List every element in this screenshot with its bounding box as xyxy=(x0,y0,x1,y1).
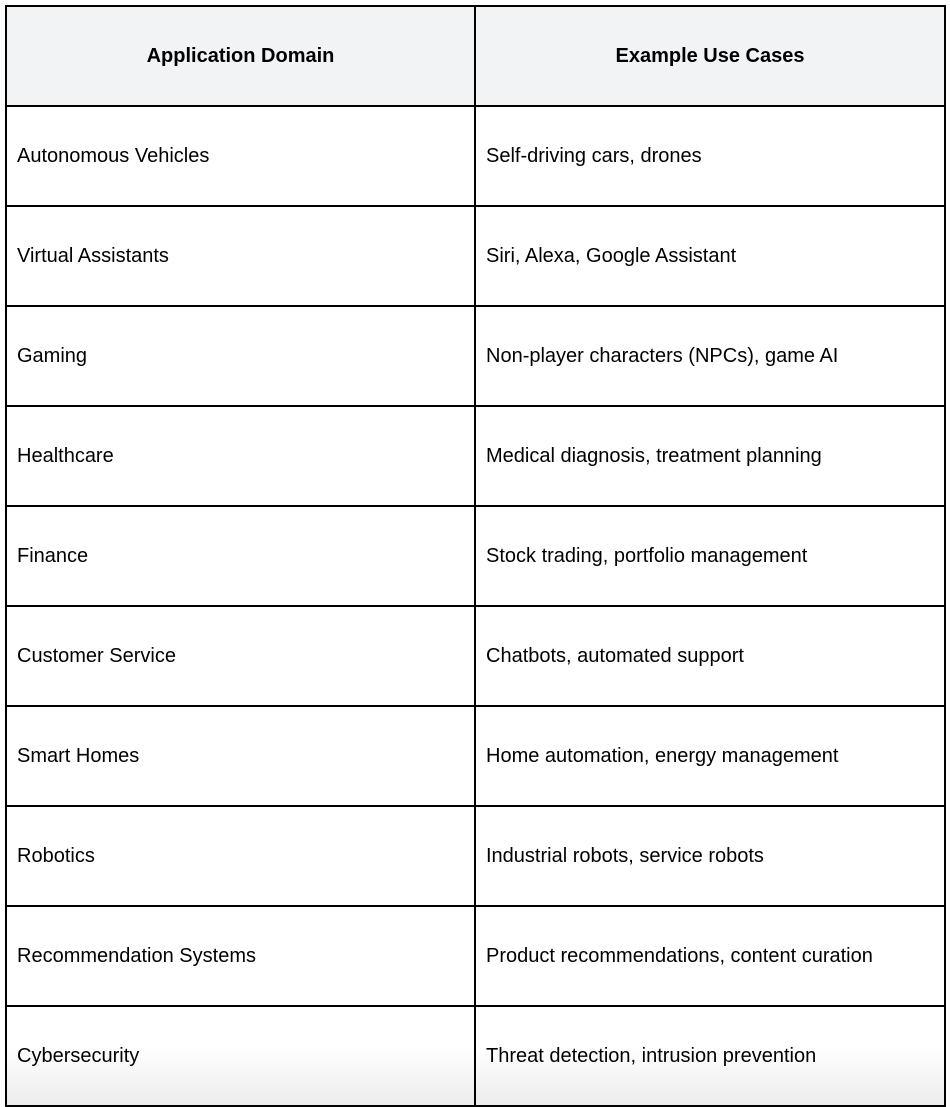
table-row xyxy=(6,606,945,706)
use-cases-cell: Home automation, energy management xyxy=(475,706,945,806)
use-cases-cell: Medical diagnosis, treatment planning xyxy=(475,406,945,506)
use-cases-cell: Non-player characters (NPCs), game AI xyxy=(475,306,945,406)
domain-cell: Smart Homes xyxy=(6,706,475,806)
domain-cell: Customer Service xyxy=(6,606,475,706)
use-cases-cell: Chatbots, automated support xyxy=(475,606,945,706)
use-cases-cell: Stock trading, portfolio management xyxy=(475,506,945,606)
table-row xyxy=(6,206,945,306)
header-example-use-cases: Example Use Cases xyxy=(475,6,945,106)
table-row xyxy=(6,106,945,206)
use-cases-cell: Industrial robots, service robots xyxy=(475,806,945,906)
domain-cell: Cybersecurity xyxy=(6,1006,475,1106)
domain-cell: Finance xyxy=(6,506,475,606)
application-domains-table xyxy=(5,5,946,1107)
header-application-domain: Application Domain xyxy=(6,6,475,106)
domain-cell: Autonomous Vehicles xyxy=(6,106,475,206)
table-row xyxy=(6,1006,945,1106)
use-cases-cell: Threat detection, intrusion prevention xyxy=(475,1006,945,1106)
domain-cell: Robotics xyxy=(6,806,475,906)
table-row xyxy=(6,506,945,606)
use-cases-cell: Siri, Alexa, Google Assistant xyxy=(475,206,945,306)
table-row xyxy=(6,306,945,406)
table-container xyxy=(5,5,944,1107)
domain-cell: Virtual Assistants xyxy=(6,206,475,306)
use-cases-cell: Product recommendations, content curation xyxy=(475,906,945,1006)
table-row xyxy=(6,406,945,506)
table-row xyxy=(6,906,945,1006)
domain-cell: Recommendation Systems xyxy=(6,906,475,1006)
table-header-row xyxy=(6,6,945,106)
domain-cell: Healthcare xyxy=(6,406,475,506)
domain-cell: Gaming xyxy=(6,306,475,406)
use-cases-cell: Self-driving cars, drones xyxy=(475,106,945,206)
table-row xyxy=(6,706,945,806)
table-row xyxy=(6,806,945,906)
